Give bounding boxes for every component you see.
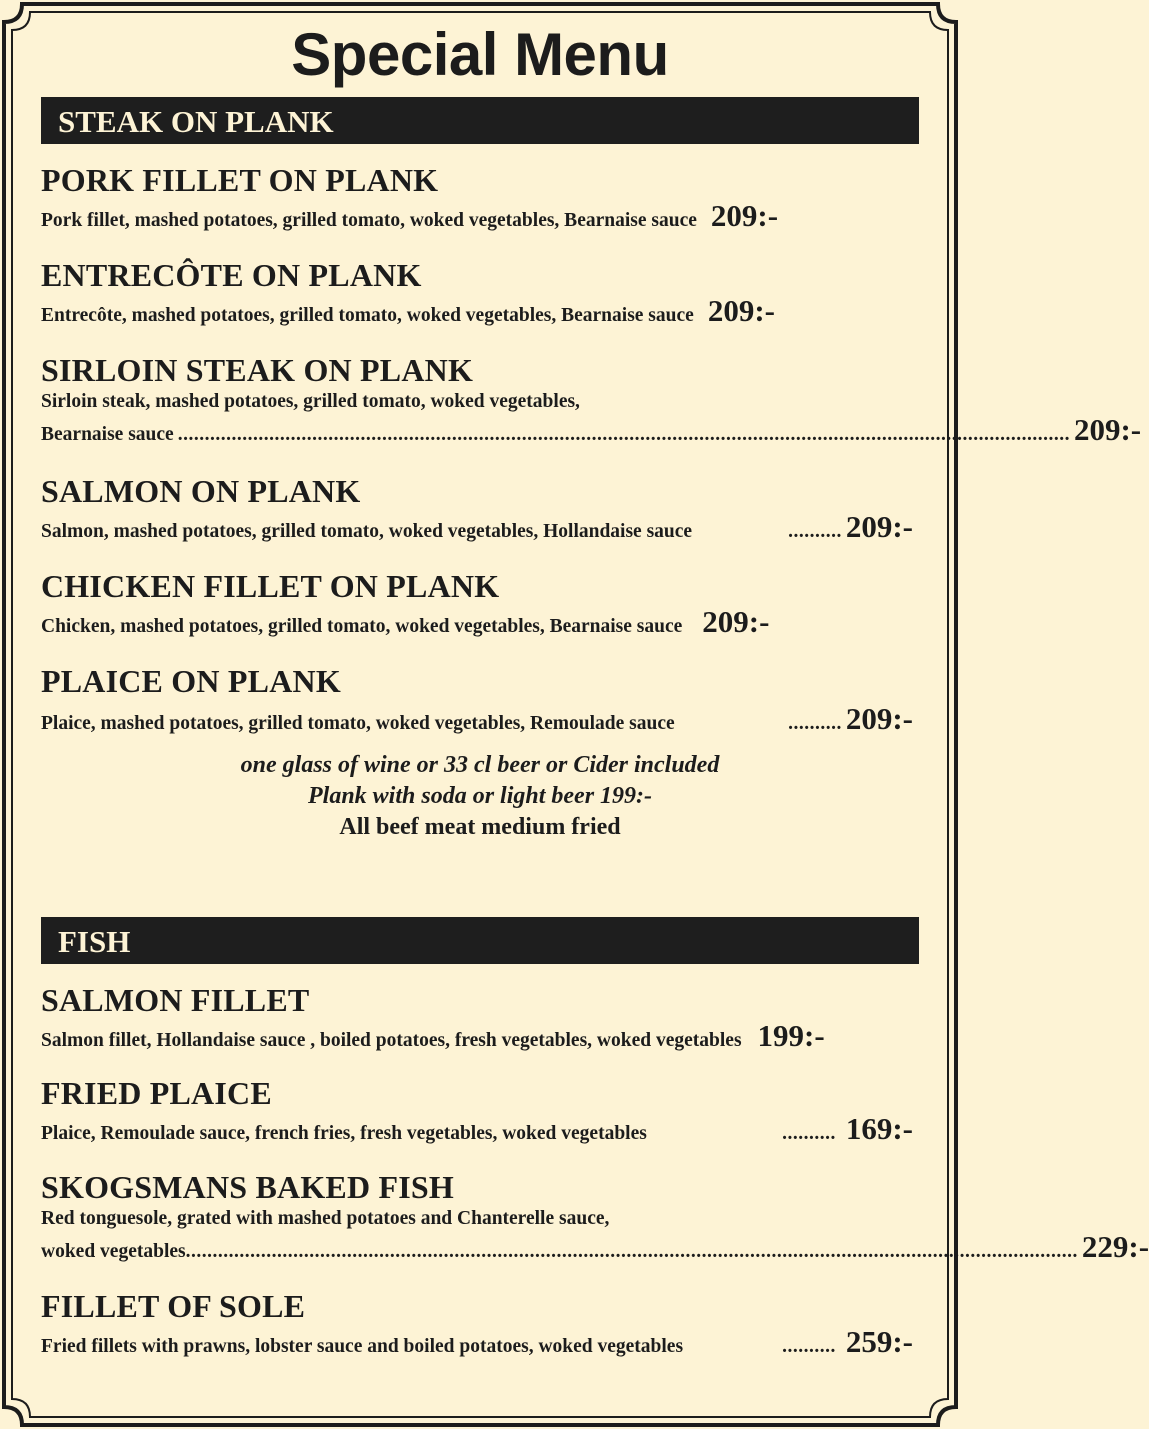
item-price: 209:- xyxy=(707,293,775,328)
page-title: Special Menu xyxy=(291,21,669,88)
item-description-line2: woked vegetables xyxy=(41,1241,186,1262)
section-header-fish: FISH xyxy=(41,917,919,964)
dot-leader: .......... xyxy=(782,1123,836,1144)
item-price: 209:- xyxy=(845,509,913,544)
item-description: Salmon, mashed potatoes, grilled tomato, woked vegetables, Hollandaise sauce xyxy=(41,521,693,542)
section-header-steak: STEAK ON PLANK xyxy=(41,97,919,144)
menu-item-salmon-fillet xyxy=(41,983,913,1054)
item-description: Entrecôte, mashed potatoes, grilled tomato, woked vegetables, Bearnaise sauce xyxy=(41,305,694,326)
item-name: PLAICE ON PLANK xyxy=(41,663,341,699)
item-description-line1: Sirloin steak, mashed potatoes, grilled tomato, woked vegetables, xyxy=(41,391,580,412)
note-soda-price: Plank with soda or light beer 199:- xyxy=(307,783,653,809)
item-name: ENTRECÔTE ON PLANK xyxy=(41,257,422,293)
item-name: FRIED PLAICE xyxy=(41,1075,272,1111)
item-price: 209:- xyxy=(702,604,770,639)
plank-notes xyxy=(0,750,960,843)
item-description-line1: Red tonguesole, grated with mashed potatoes and Chanterelle sauce, xyxy=(41,1208,610,1229)
menu-item-sirloin-steak xyxy=(41,352,1142,448)
item-price: 199:- xyxy=(757,1018,825,1053)
item-name: SKOGSMANS BAKED FISH xyxy=(41,1169,454,1205)
dot-leader: .......... xyxy=(788,521,842,542)
menu-item-salmon-plank xyxy=(41,474,913,545)
item-price: 169:- xyxy=(845,1111,913,1146)
dot-leader: ...................................................................................................................................................................... xyxy=(185,1241,1078,1262)
item-name: PORK FILLET ON PLANK xyxy=(41,162,439,198)
item-price: 229:- xyxy=(1081,1229,1149,1264)
item-description: Plaice, Remoulade sauce, french fries, fresh vegetables, woked vegetables xyxy=(41,1123,647,1144)
item-name: FILLET OF SOLE xyxy=(41,1288,306,1324)
menu-item-entrecote xyxy=(41,258,913,329)
item-price: 209:- xyxy=(845,701,913,736)
note-drink-included: one glass of wine or 33 cl beer or Cider included xyxy=(240,752,720,778)
item-price: 209:- xyxy=(1073,412,1142,447)
item-description: Chicken, mashed potatoes, grilled tomato, woked vegetables, Bearnaise sauce xyxy=(41,616,683,637)
item-name: SIRLOIN STEAK ON PLANK xyxy=(41,352,474,388)
note-beef-fried: All beef meat medium fried xyxy=(339,814,621,840)
item-price: 209:- xyxy=(710,198,779,233)
item-description: Salmon fillet, Hollandaise sauce , boiled potatoes, fresh vegetables, woked vegetables xyxy=(41,1030,742,1051)
item-description: Plaice, mashed potatoes, grilled tomato, woked vegetables, Remoulade sauce xyxy=(41,713,675,734)
menu-item-fillet-of-sole xyxy=(41,1289,913,1360)
menu-item-chicken-fillet xyxy=(41,569,913,640)
item-description: Fried fillets with prawns, lobster sauce and boiled potatoes, woked vegetables xyxy=(41,1336,684,1357)
item-name: CHICKEN FILLET ON PLANK xyxy=(41,568,500,604)
item-name: SALMON ON PLANK xyxy=(41,473,361,509)
item-description-line2: Bearnaise sauce xyxy=(41,424,174,445)
item-name: SALMON FILLET xyxy=(41,982,310,1018)
dot-leader: .......... xyxy=(788,713,842,734)
menu-item-pork-fillet xyxy=(41,163,913,234)
item-description: Pork fillet, mashed potatoes, grilled tomato, woked vegetables, Bearnaise sauce xyxy=(41,210,697,231)
item-price: 259:- xyxy=(845,1324,913,1359)
menu-item-skogsmans-baked-fish xyxy=(41,1169,1149,1265)
dot-leader: .......... xyxy=(782,1336,836,1357)
menu-item-fried-plaice xyxy=(41,1076,913,1147)
menu-item-plaice-plank xyxy=(41,664,913,737)
dot-leader: ...................................................................................................................................................................... xyxy=(177,424,1070,445)
